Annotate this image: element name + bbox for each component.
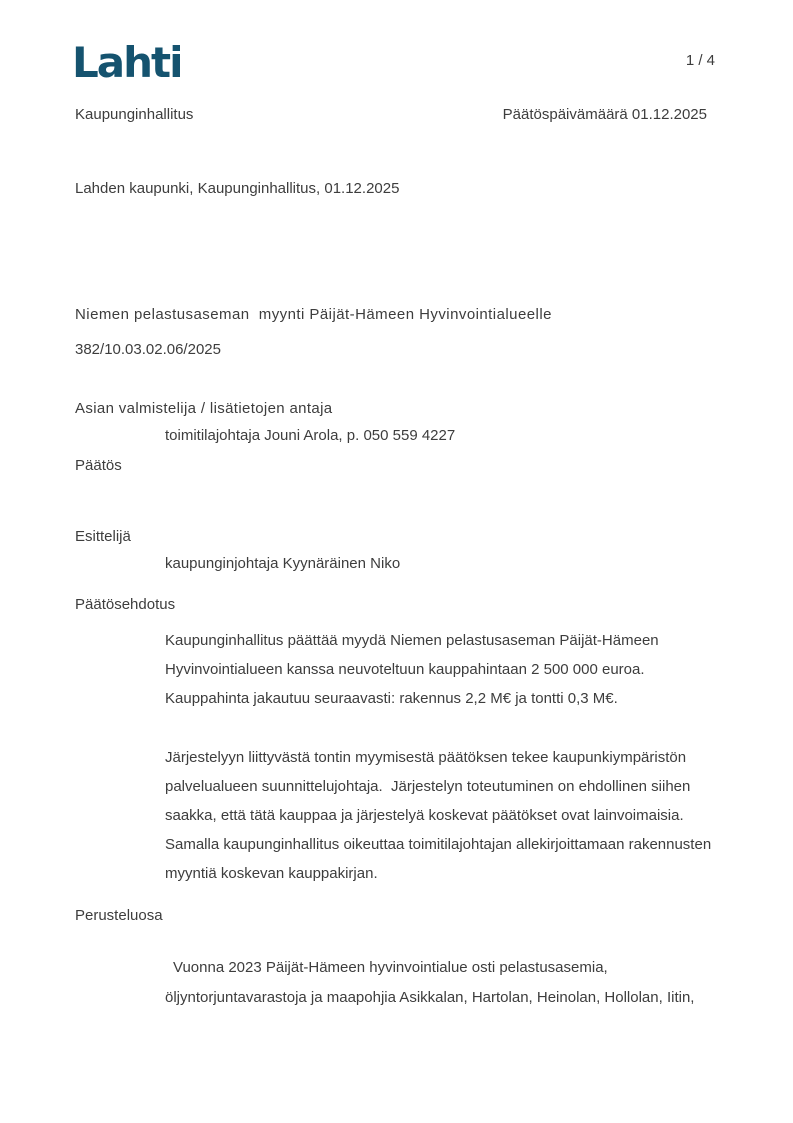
paragraph-line: Samalla kaupunginhallitus oikeuttaa toimitilajohtajan allekirjoittamaan rakennusten	[165, 836, 712, 853]
paragraph-line: Hyvinvointialueen kanssa neuvoteltuun kauppahintaan 2 500 000 euroa.	[165, 661, 645, 678]
paragraph-line: palvelualueen suunnittelujohtaja. Järjestelyn toteutuminen on ehdollinen siihen	[165, 778, 691, 795]
preparer-value: toimitilajohtaja Jouni Arola, p. 050 559 4227	[165, 427, 456, 444]
paragraph-line: Vuonna 2023 Päijät-Hämeen hyvinvointialue osti pelastusasemia,	[173, 959, 608, 976]
paragraph-line: saakka, että tätä kauppaa ja järjestelyä koskevat päätökset ovat lainvoimaisia.	[165, 807, 684, 824]
document-source-line: Lahden kaupunki, Kaupunginhallitus, 01.12.2025	[75, 180, 400, 197]
paragraph-line: öljyntorjuntavarastoja ja maapohjia Asikkalan, Hartolan, Heinolan, Hollolan, Iitin,	[165, 989, 695, 1006]
paragraph-line: Järjestelyyn liittyvästä tontin myymisestä päätöksen tekee kaupunkiympäristön	[165, 749, 687, 766]
case-number: 382/10.03.02.06/2025	[75, 341, 221, 358]
justification-paragraph	[165, 953, 694, 1013]
heading-presenter: Esittelijä	[75, 528, 131, 545]
heading-justification: Perusteluosa	[75, 907, 163, 924]
heading-decision: Päätös	[75, 457, 122, 474]
decision-proposal-paragraph-2	[165, 743, 711, 888]
page-number: 1 / 4	[685, 52, 715, 69]
header-organization: Kaupunginhallitus	[75, 106, 194, 123]
lahti-logo: Lahti	[72, 38, 182, 87]
presenter-value: kaupunginjohtaja Kyynäräinen Niko	[165, 555, 401, 572]
header-decision-date: Päätöspäivämäärä 01.12.2025	[502, 106, 707, 123]
heading-decision-proposal: Päätösehdotus	[75, 596, 176, 613]
heading-preparer: Asian valmistelija / lisätietojen antaja	[75, 400, 333, 417]
paragraph-line: myyntiä koskevan kauppakirjan.	[165, 865, 378, 882]
paragraph-line: Kauppahinta jakautuu seuraavasti: rakennus 2,2 M€ ja tontti 0,3 M€.	[165, 690, 618, 707]
decision-proposal-paragraph-1	[165, 626, 659, 713]
document-title: Niemen pelastusaseman myynti Päijät-Hämeen Hyvinvointialueelle	[75, 306, 552, 323]
paragraph-line: Kaupunginhallitus päättää myydä Niemen pelastusaseman Päijät-Hämeen	[165, 632, 659, 649]
